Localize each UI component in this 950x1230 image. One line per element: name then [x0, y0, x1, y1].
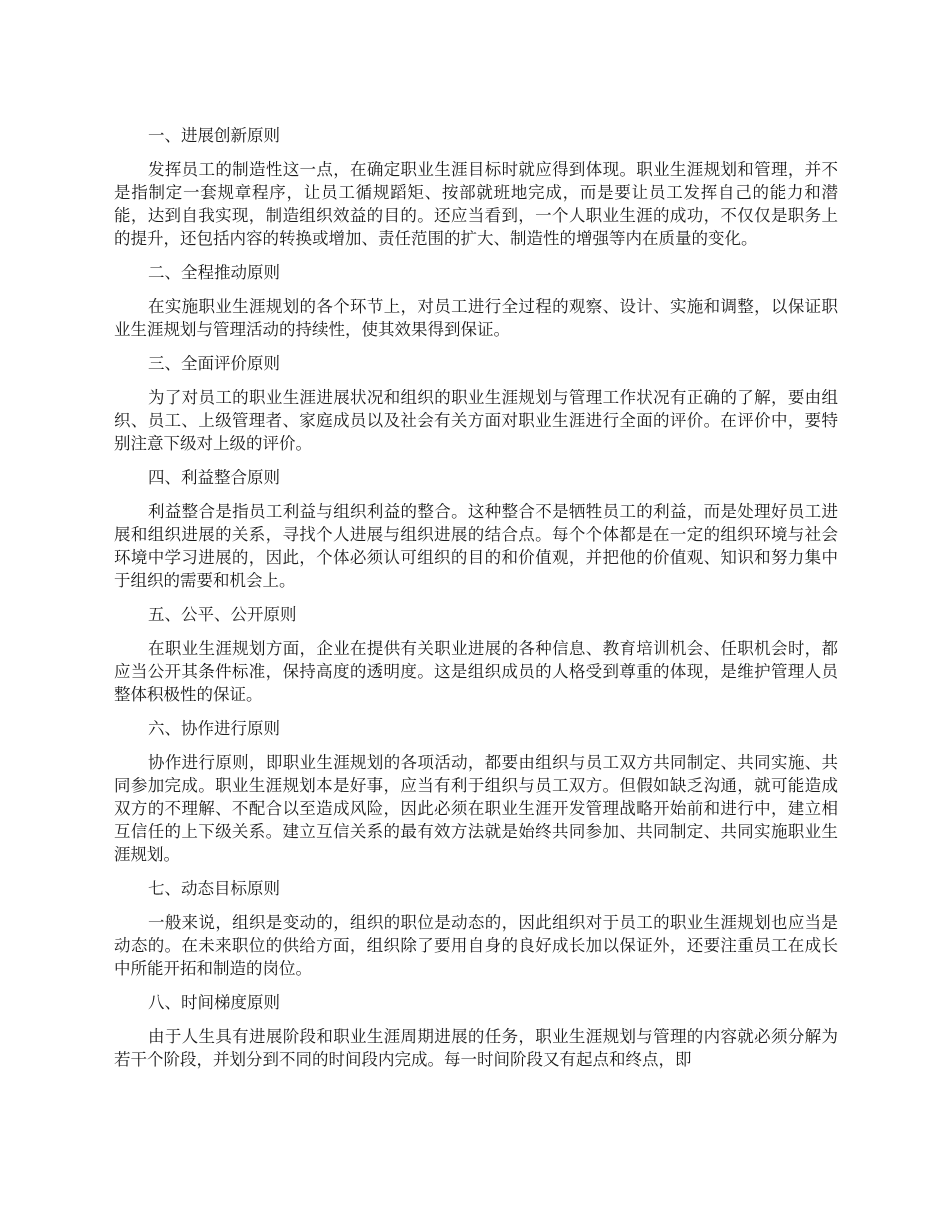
section-heading-5: 五、公平、公开原则 [148, 605, 297, 624]
section-paragraph-3: 为了对员工的职业生涯进展状况和组织的职业生涯规划与管理工作状况有正确的了解，要由组织、员工、上级管理者、家庭成员以及社会有关方面对职业生涯进行全面的评价。在评价中，要特别注意下级对上级的评价。 [114, 388, 838, 453]
section-heading-2: 二、全程推动原则 [148, 263, 280, 282]
section-heading-6: 六、协作进行原则 [148, 719, 280, 738]
section-heading-7: 七、动态目标原则 [148, 879, 280, 898]
section-heading-8: 八、时间梯度原则 [148, 993, 280, 1012]
section-paragraph-6: 协作进行原则，即职业生涯规划的各项活动，都要由组织与员工双方共同制定、共同实施、共同参加完成。职业生涯规划本是好事，应当有利于组织与员工双方。但假如缺乏沟通，就可能造成双方的不理解、不配合以至造成风险，因此必须在职业生涯开发管理战略开始前和进行中，建立相互信任的上下级关系。建立互信关系的最有效方法就是始终共同参加、共同制定、共同实施职业生涯规划。 [114, 753, 838, 864]
section-paragraph-2: 在实施职业生涯规划的各个环节上，对员工进行全过程的观察、设计、实施和调整，以保证职业生涯规划与管理活动的持续性，使其效果得到保证。 [114, 297, 838, 339]
section-paragraph-5: 在职业生涯规划方面，企业在提供有关职业进展的各种信息、教育培训机会、任职机会时，都应当公开其条件标准，保持高度的透明度。这是组织成员的人格受到尊重的体现，是维护管理人员整体积极性的保证。 [114, 639, 838, 704]
section-heading-4: 四、利益整合原则 [148, 468, 280, 487]
section-paragraph-1: 发挥员工的制造性这一点，在确定职业生涯目标时就应得到体现。职业生涯规划和管理，并不是指制定一套规章程序，让员工循规蹈矩、按部就班地完成，而是要让员工发挥自己的能力和潜能，达到自我实现，制造组织效益的目的。还应当看到，一个人职业生涯的成功，不仅仅是职务上的提升，还包括内容的转换或增加、责任范围的扩大、制造性的增强等内在质量的变化。 [114, 160, 838, 248]
section-paragraph-8: 由于人生具有进展阶段和职业生涯周期进展的任务，职业生涯规划与管理的内容就必须分解为若干个阶段，并划分到不同的时间段内完成。每一时间阶段又有起点和终点，即 [114, 1027, 838, 1069]
section-paragraph-4: 利益整合是指员工利益与组织利益的整合。这种整合不是牺牲员工的利益，而是处理好员工进展和组织进展的关系，寻找个人进展与组织进展的结合点。每个个体都是在一定的组织环境与社会环境中学习进展的，因此，个体必须认可组织的目的和价值观，并把他的价值观、知识和努力集中于组织的需要和机会上。 [114, 502, 838, 590]
section-heading-1: 一、进展创新原则 [148, 126, 280, 145]
section-paragraph-7: 一般来说，组织是变动的，组织的职位是动态的，因此组织对于员工的职业生涯规划也应当是动态的。在未来职位的供给方面，组织除了要用自身的良好成长加以保证外，还要注重员工在成长中所能开拓和制造的岗位。 [114, 913, 838, 978]
document-body [114, 124, 838, 1082]
section-heading-3: 三、全面评价原则 [148, 354, 280, 373]
